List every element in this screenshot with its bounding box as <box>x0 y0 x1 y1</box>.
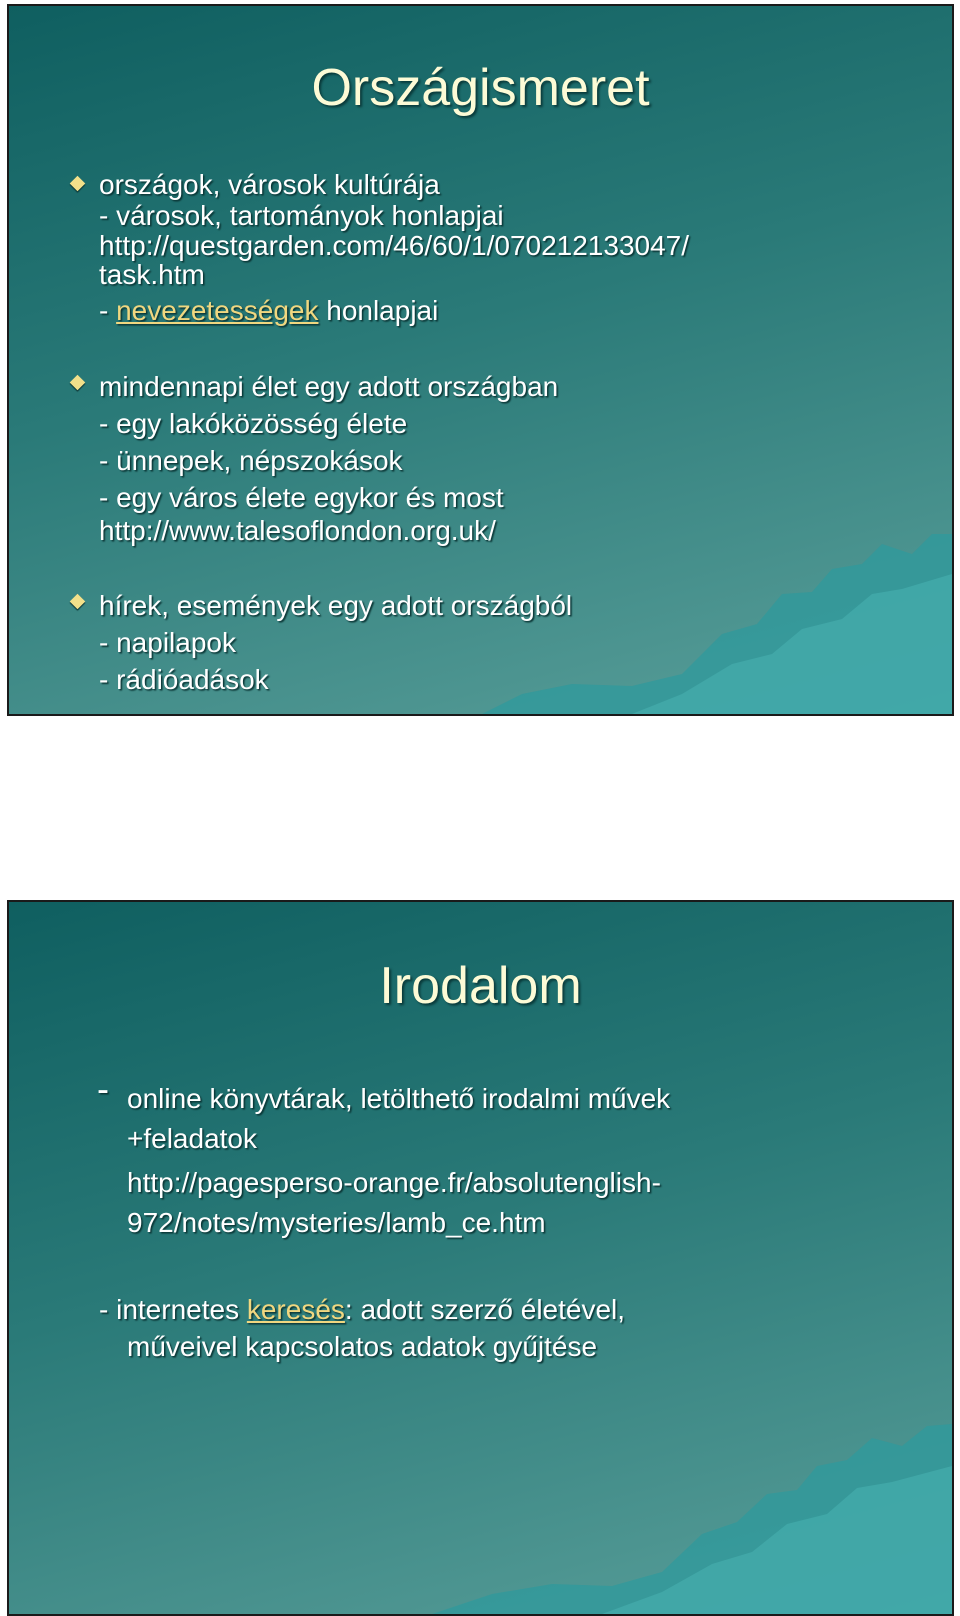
sub-item: - ünnepek, népszokások <box>99 445 403 476</box>
slide-title: Országismeret <box>311 59 650 117</box>
item-online-libraries <box>9 1068 939 1243</box>
slide-orszagismeret <box>7 4 954 716</box>
bullet-news <box>9 587 939 698</box>
sub-item: - napilapok <box>99 627 236 658</box>
sub-item: - rádióadások <box>99 664 269 695</box>
item-text: műveivel kapcsolatos adatok gyűjtése <box>127 1331 598 1362</box>
sub-item: - nevezetességek honlapjai <box>99 295 439 326</box>
diamond-bullet-icon <box>70 594 86 610</box>
slide-content <box>9 1068 939 1365</box>
sub-item: - egy város élete egykor és most <box>99 482 504 513</box>
dash-bullet: - <box>97 1068 109 1109</box>
url-text: http://pagesperso-orange.fr/absolutenglish- <box>127 1167 661 1198</box>
bullet-countries <box>9 169 939 326</box>
bullet-heading: mindennapi élet egy adott országban <box>99 371 559 402</box>
item-internet-search <box>9 1291 939 1365</box>
item-text: - internetes keresés: adott szerző életével, <box>99 1294 626 1325</box>
link-kereses[interactable]: keresés <box>246 1294 345 1325</box>
sub-item: - városok, tartományok honlapjai <box>99 200 504 231</box>
url-text: 972/notes/mysteries/lamb_ce.htm <box>127 1207 546 1238</box>
slide-title: Irodalom <box>379 957 582 1015</box>
diamond-bullet-icon <box>70 176 86 192</box>
link-nevezetessegek[interactable]: nevezetességek <box>116 295 319 326</box>
url-text: http://questgarden.com/46/60/1/070212133047/ <box>99 230 690 261</box>
bullet-heading: országok, városok kultúrája <box>99 169 440 200</box>
iceberg-decoration <box>432 1424 952 1614</box>
url-text: task.htm <box>99 259 205 290</box>
diamond-bullet-icon <box>70 375 86 391</box>
sub-item: - egy lakóközösség élete <box>99 408 408 439</box>
item-text: +feladatok <box>127 1123 257 1154</box>
bullet-daily-life <box>9 368 939 545</box>
item-text: online könyvtárak, letölthető irodalmi művek <box>127 1083 671 1114</box>
slide-irodalom <box>7 900 954 1616</box>
bullet-heading: hírek, események egy adott országból <box>99 590 573 621</box>
slide-content <box>9 169 939 698</box>
url-text: http://www.talesoflondon.org.uk/ <box>99 515 496 546</box>
